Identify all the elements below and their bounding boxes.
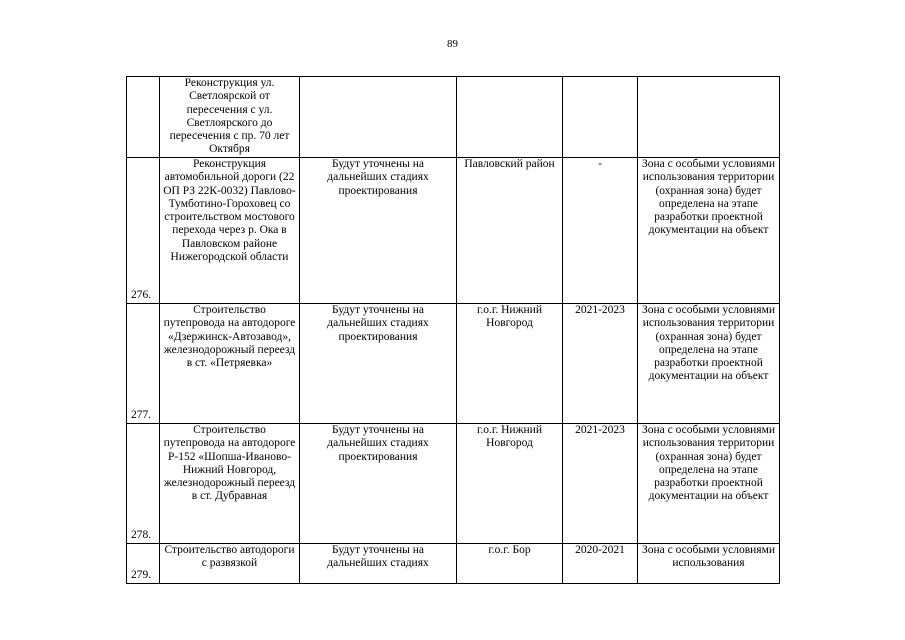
row-number: 279. [127,544,160,584]
implementation-period: - [563,158,638,304]
object-parameters: Будут уточнены на дальнейших стадиях проектирования [300,424,457,544]
special-zone: Зона с особыми условиями использования [638,544,780,584]
object-name: Реконструкция ул. Светлоярской от пересечения с ул. Светлоярского до пересечения с пр. 70 лет Октября [160,77,300,158]
table-row [127,304,780,424]
object-parameters: Будут уточнены на дальнейших стадиях проектирования [300,304,457,424]
object-location: г.о.г. Бор [457,544,563,584]
object-name: Строительство автодороги с развязкой [160,544,300,584]
object-name: Строительство путепровода на автодороге Р-152 «Шопша-Иваново-Нижний Новгород, железнодорожный переезд в ст. Дубравная [160,424,300,544]
page-number: 89 [447,38,458,50]
object-location [457,77,563,158]
object-name: Реконструкция автомобильной дороги (22 ОП РЗ 22К-0032) Павлово-Тумботино-Гороховец со строительством мостового перехода через р. Ока в Павловском районе Нижегородской области [160,158,300,304]
special-zone [638,77,780,158]
row-number: 277. [127,304,160,424]
table-row [127,158,780,304]
implementation-period: 2021-2023 [563,424,638,544]
row-number: 276. [127,158,160,304]
implementation-period: 2021-2023 [563,304,638,424]
table-row [127,544,780,584]
table-row [127,77,780,158]
special-zone: Зона с особыми условиями использования территории (охранная зона) будет определена на этапе разработки проектной документации на объект [638,304,780,424]
special-zone: Зона с особыми условиями использования территории (охранная зона) будет определена на этапе разработки проектной документации на объект [638,424,780,544]
object-name: Строительство путепровода на автодороге «Дзержинск-Автозавод», железнодорожный переезд в ст. «Петряевка» [160,304,300,424]
implementation-period [563,77,638,158]
object-location: г.о.г. Нижний Новгород [457,424,563,544]
object-parameters [300,77,457,158]
row-number [127,77,160,158]
row-number: 278. [127,424,160,544]
table-row [127,424,780,544]
implementation-period: 2020-2021 [563,544,638,584]
object-parameters: Будут уточнены на дальнейших стадиях проектирования [300,158,457,304]
special-zone: Зона с особыми условиями использования территории (охранная зона) будет определена на этапе разработки проектной документации на объект [638,158,780,304]
object-location: г.о.г. Нижний Новгород [457,304,563,424]
object-location: Павловский район [457,158,563,304]
object-parameters: Будут уточнены на дальнейших стадиях [300,544,457,584]
objects-table [126,76,780,584]
